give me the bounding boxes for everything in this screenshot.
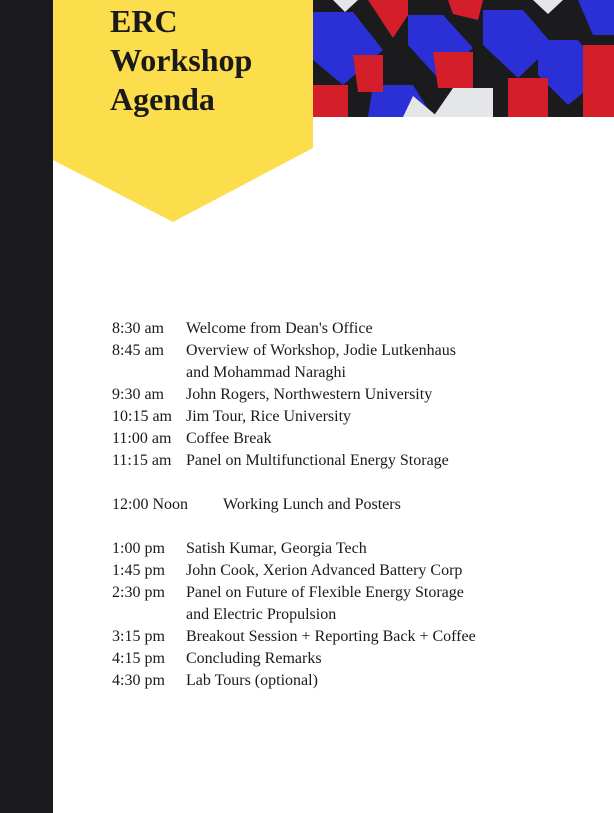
agenda-time: 1:00 pm: [112, 540, 165, 557]
agenda-description: Panel on Multifunctional Energy Storage: [186, 452, 449, 469]
agenda-description: [186, 340, 456, 384]
agenda-description: Concluding Remarks: [186, 650, 322, 667]
agenda-description: John Cook, Xerion Advanced Battery Corp: [186, 562, 463, 579]
agenda-item-noon: [112, 494, 582, 516]
agenda-item: [112, 538, 582, 560]
agenda-list: [112, 318, 582, 692]
agenda-item: [112, 582, 582, 626]
agenda-item: [112, 318, 582, 340]
agenda-item: [112, 626, 582, 648]
agenda-time: 4:30 pm: [112, 672, 165, 689]
agenda-spacer: [112, 516, 582, 538]
agenda-time: 8:30 am: [112, 320, 164, 337]
agenda-description: Working Lunch and Posters: [223, 496, 401, 513]
agenda-description: Breakout Session + Reporting Back + Coffee: [186, 628, 476, 645]
agenda-description-line: Panel on Future of Flexible Energy Storage: [186, 584, 464, 601]
agenda-time: 11:15 am: [112, 452, 172, 469]
agenda-time: 12:00 Noon: [112, 496, 188, 513]
agenda-item: [112, 428, 582, 450]
agenda-spacer: [112, 472, 582, 494]
agenda-description-line: and Mohammad Naraghi: [186, 364, 346, 381]
agenda-description: John Rogers, Northwestern University: [186, 386, 433, 403]
agenda-item: [112, 670, 582, 692]
agenda-description: Lab Tours (optional): [186, 672, 318, 689]
agenda-time: 11:00 am: [112, 430, 172, 447]
agenda-description: Coffee Break: [186, 430, 272, 447]
agenda-description-line: Overview of Workshop, Jodie Lutkenhaus: [186, 342, 456, 359]
agenda-time: 1:45 pm: [112, 562, 165, 579]
agenda-description: Jim Tour, Rice University: [186, 408, 352, 425]
agenda-item: [112, 406, 582, 428]
agenda-time: 2:30 pm: [112, 584, 165, 601]
title-line-erc: ERC: [110, 3, 178, 39]
geometric-pattern: [313, 0, 614, 117]
agenda-time: 9:30 am: [112, 386, 164, 403]
agenda-description: [186, 582, 464, 626]
agenda-time: 8:45 am: [112, 342, 164, 359]
agenda-time: 10:15 am: [112, 408, 172, 425]
agenda-item: [112, 648, 582, 670]
agenda-description: Welcome from Dean's Office: [186, 320, 373, 337]
page-title: [110, 2, 252, 119]
agenda-item: [112, 340, 582, 384]
agenda-item: [112, 450, 582, 472]
agenda-item: [112, 560, 582, 582]
agenda-time: 4:15 pm: [112, 650, 165, 667]
title-line-agenda: Agenda: [110, 81, 215, 117]
agenda-time: 3:15 pm: [112, 628, 165, 645]
agenda-description-line: and Electric Propulsion: [186, 606, 337, 623]
title-line-workshop: Workshop: [110, 42, 253, 78]
left-sidebar-bar: [0, 0, 53, 813]
agenda-item: [112, 384, 582, 406]
agenda-description: Satish Kumar, Georgia Tech: [186, 540, 367, 557]
